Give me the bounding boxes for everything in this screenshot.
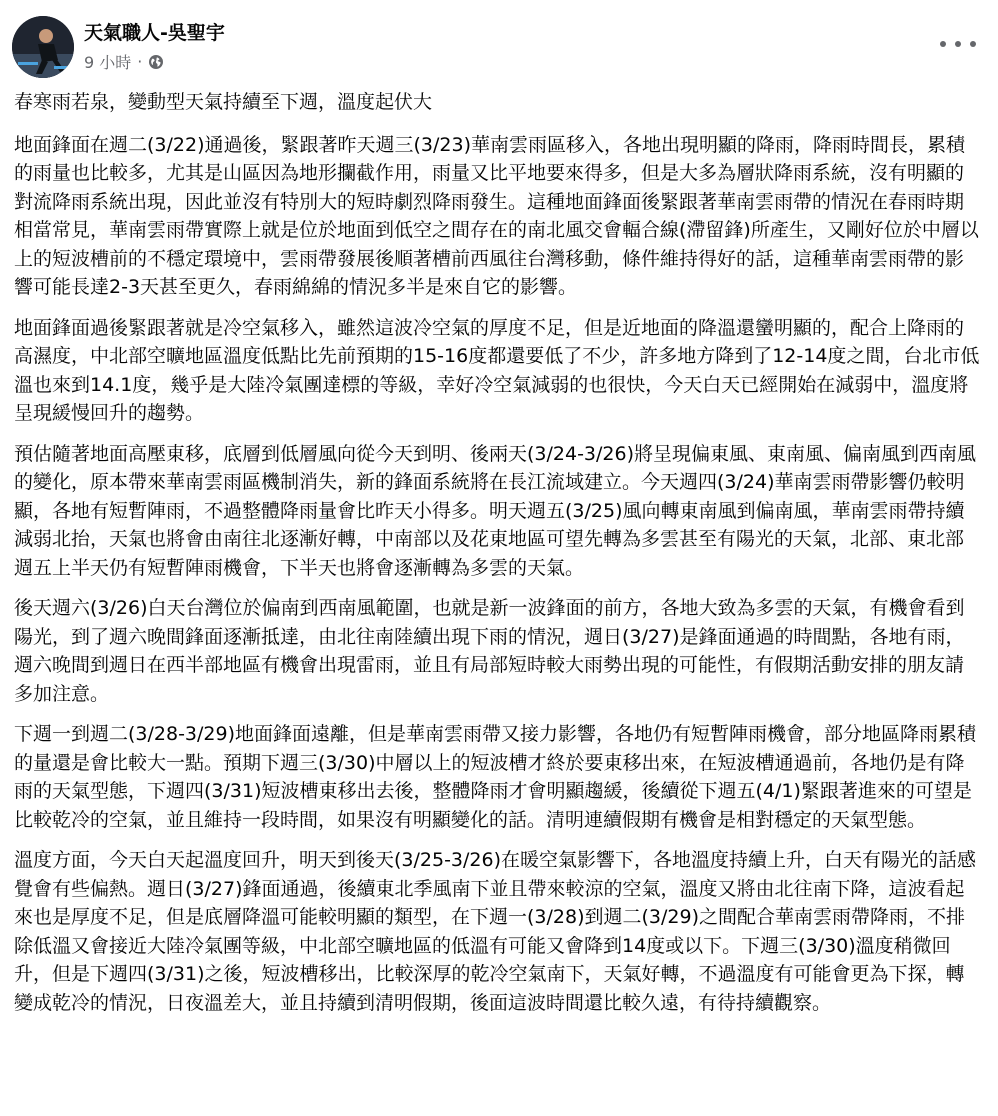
more-horizontal-icon bbox=[940, 41, 946, 47]
meta-separator: · bbox=[137, 52, 143, 71]
post-paragraph: 預估隨著地面高壓東移，底層到低層風向從今天到明、後兩天(3/24-3/26)將呈現偏東風、東南風、偏南風到西南風的變化，原本帶來華南雲雨區機制消失，新的鋒面系統將在長江流域建立。今天週四(3/24)華南雲雨帶影響仍較明顯，各地有短暫陣雨，不過整體降雨量會比昨天小得多。明天週五(3/25)風向轉東南風到偏南風，華南雲雨帶持續減弱北抬，天氣也將會由南往北逐漸好轉，中南部以及花東地區可望先轉為多雲甚至有陽光的天氣，北部、東北部週五上半天仍有短暫陣雨機會，下半天也將會逐漸轉為多雲的天氣。 bbox=[14, 442, 977, 579]
post-paragraph: 地面鋒面過後緊跟著就是冷空氣移入，雖然這波冷空氣的厚度不足，但是近地面的降溫還蠻明顯的，配合上降雨的高濕度，中北部空曠地區溫度低點比先前預期的15-16度都還要低了不少，許多地方降到了12-14度之間，台北市低溫也來到14.1度，幾乎是大陸冷氣團達標的等級，幸好冷空氣減弱的也很快，今天白天已經開始在減弱中，溫度將呈現緩慢回升的趨勢。 bbox=[14, 316, 980, 424]
more-horizontal-icon bbox=[970, 41, 976, 47]
post-paragraph: 溫度方面，今天白天起溫度回升，明天到後天(3/25-3/26)在暖空氣影響下，各地溫度持續上升，白天有陽光的話感覺會有些偏熱。週日(3/27)鋒面通過，後續東北季風南下並且帶來較涼的空氣，溫度又將由北往南下降，這波看起來也是厚度不足，但是底層降溫可能較明顯的類型，在下週一(3/28)到週二(3/29)之間配合華南雲雨帶降雨，不排除低溫又會接近大陸冷氣團等級，中北部空曠地區的低溫有可能又會降到14度或以下。下週三(3/30)溫度稍微回升，但是下週四(3/31)之後，短波槽移出，比較深厚的乾冷空氣南下，天氣好轉，不過溫度有可能會更為下探，轉變成乾冷的情況，日夜溫差大，並且持續到清明假期，後面這波時間還比較久遠，有待持續觀察。 bbox=[14, 849, 977, 1014]
post-paragraph: 地面鋒面在週二(3/22)通過後，緊跟著昨天週三(3/23)華南雲雨區移入，各地出現明顯的降雨，降雨時間長，累積的雨量也比較多，尤其是山區因為地形攔截作用，雨量又比平地要來得多，但是大多為層狀降雨系統，沒有明顯的對流降雨系統出現，因此並沒有特別大的短時劇烈降雨發生。這種地面鋒面後緊跟著華南雲雨帶的情況在春雨時期相當常見，華南雲雨帶實際上就是位於地面到低空之間存在的南北風交會輻合線(滯留鋒)所產生，又剛好位於中層以上的短波槽前的不穩定環境中，雲雨帶發展後順著槽前西風往台灣移動，條件維持得好的話，這種華南雲雨帶的影響可能長達2-3天甚至更久，春雨綿綿的情況多半是來自它的影響。 bbox=[14, 133, 979, 298]
more-horizontal-icon bbox=[955, 41, 961, 47]
avatar-image bbox=[12, 16, 74, 78]
post-body bbox=[14, 88, 982, 1029]
post-headline: 春寒雨若泉，變動型天氣持續至下週，溫度起伏大 bbox=[14, 91, 433, 113]
more-options-button[interactable] bbox=[940, 34, 976, 54]
post-header bbox=[12, 14, 986, 78]
post-paragraph: 後天週六(3/26)白天台灣位於偏南到西南風範圍，也就是新一波鋒面的前方，各地大致為多雲的天氣，有機會看到陽光，到了週六晚間鋒面逐漸抵達，由北往南陸續出現下雨的情況，週日(3/27)是鋒面通過的時間點，各地有雨，週六晚間到週日在西半部地區有機會出現雷雨，並且有局部短時較大雨勢出現的可能性，有假期活動安排的朋友請多加注意。 bbox=[14, 597, 965, 705]
post-paragraph: 下週一到週二(3/28-3/29)地面鋒面遠離，但是華南雲雨帶又接力影響，各地仍有短暫陣雨機會，部分地區降雨累積的量還是會比較大一點。預期下週三(3/30)中層以上的短波槽才終於要東移出來，在短波槽通過前，各地仍是有降雨的天氣型態，下週四(3/31)短波槽東移出去後，整體降雨才會明顯趨緩，後續從下週五(4/1)緊跟著進來的可望是比較乾冷的空氣，並且維持一段時間，如果沒有明顯變化的話。清明連續假期有機會是相對穩定的天氣型態。 bbox=[14, 723, 977, 831]
post-meta bbox=[84, 50, 164, 73]
post-timestamp[interactable]: 9 小時 bbox=[84, 53, 132, 72]
author-name[interactable]: 天氣職人-吳聖宇 bbox=[84, 22, 225, 44]
globe-icon[interactable] bbox=[148, 54, 164, 70]
avatar[interactable] bbox=[12, 16, 74, 78]
